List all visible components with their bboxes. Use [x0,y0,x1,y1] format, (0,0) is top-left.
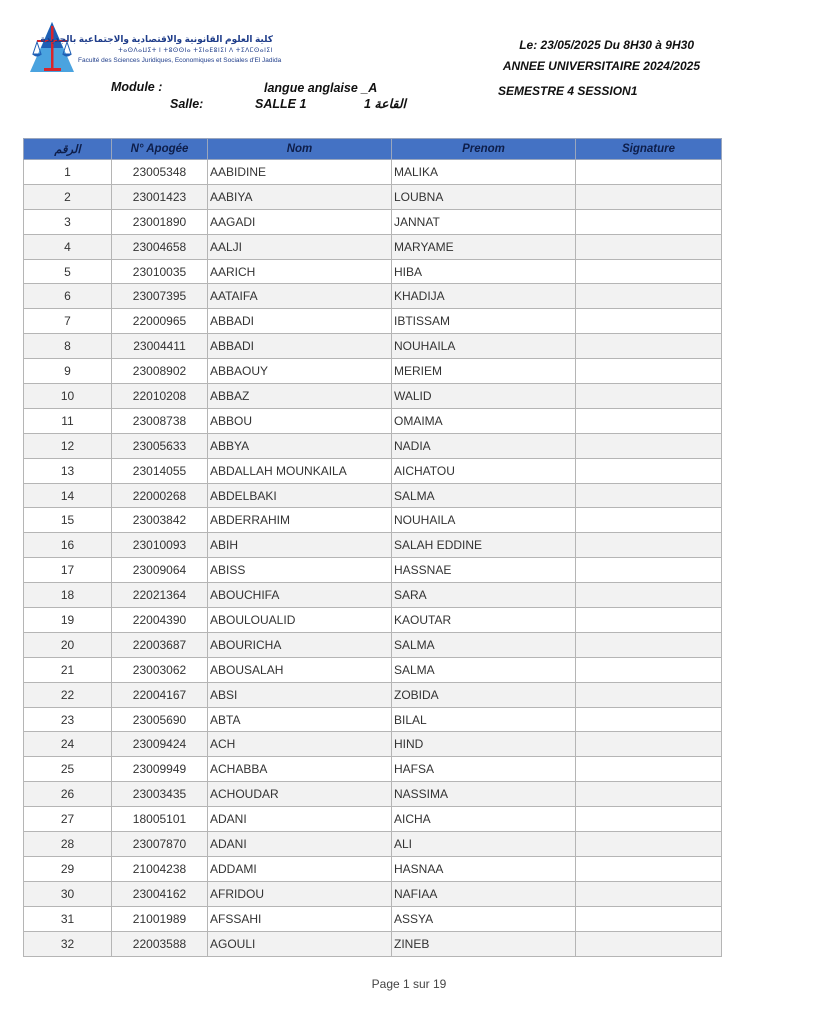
first-name: BILAL [392,707,576,732]
table-row [24,558,722,583]
signature-cell [576,707,722,732]
signature-cell [576,832,722,857]
table-row [24,334,722,359]
apogee-code: 23005690 [112,707,208,732]
last-name: ABOUCHIFA [208,583,392,608]
table-row [24,234,722,259]
last-name: AAGADI [208,209,392,234]
first-name: NAFIAA [392,881,576,906]
table-body [24,160,722,957]
signature-cell [576,632,722,657]
first-name: SALAH EDDINE [392,533,576,558]
first-name: IBTISSAM [392,309,576,334]
table-row [24,682,722,707]
table-row [24,209,722,234]
last-name: ABIH [208,533,392,558]
signature-cell [576,359,722,384]
row-number: 20 [24,632,112,657]
first-name: KHADIJA [392,284,576,309]
apogee-code: 22003588 [112,931,208,956]
apogee-code: 22000965 [112,309,208,334]
table-row [24,533,722,558]
row-number: 15 [24,508,112,533]
last-name: ABBOU [208,408,392,433]
row-number: 7 [24,309,112,334]
apogee-code: 18005101 [112,807,208,832]
row-number: 2 [24,184,112,209]
table-row [24,931,722,956]
row-number: 16 [24,533,112,558]
row-number: 4 [24,234,112,259]
row-number: 11 [24,408,112,433]
apogee-code: 23014055 [112,458,208,483]
last-name: ABBADI [208,309,392,334]
signature-cell [576,807,722,832]
row-number: 27 [24,807,112,832]
signature-cell [576,408,722,433]
first-name: HASNAA [392,856,576,881]
table-row [24,433,722,458]
signature-cell [576,856,722,881]
first-name: SALMA [392,483,576,508]
signature-cell [576,284,722,309]
signature-cell [576,558,722,583]
last-name: ABDELBAKI [208,483,392,508]
last-name: ABOULOUALID [208,608,392,633]
last-name: ACHOUDAR [208,782,392,807]
first-name: NASSIMA [392,782,576,807]
apogee-code: 23008902 [112,359,208,384]
apogee-code: 23005348 [112,160,208,185]
row-number: 25 [24,757,112,782]
row-number: 21 [24,657,112,682]
first-name: ZINEB [392,931,576,956]
table-row [24,707,722,732]
first-name: LOUBNA [392,184,576,209]
table-row [24,757,722,782]
row-number: 10 [24,384,112,409]
first-name: HASSNAE [392,558,576,583]
first-name: SALMA [392,657,576,682]
table-row [24,384,722,409]
row-number: 30 [24,881,112,906]
page-number: Page 1 sur 19 [371,977,447,991]
last-name: ABBADI [208,334,392,359]
apogee-code: 22000268 [112,483,208,508]
last-name: ADDAMI [208,856,392,881]
table-row [24,657,722,682]
apogee-code: 23010093 [112,533,208,558]
row-number: 12 [24,433,112,458]
module-value: langue anglaise _A [264,81,378,95]
row-number: 22 [24,682,112,707]
last-name: AARICH [208,259,392,284]
first-name: WALID [392,384,576,409]
apogee-code: 23003062 [112,657,208,682]
row-number: 9 [24,359,112,384]
row-number: 18 [24,583,112,608]
apogee-code: 23003435 [112,782,208,807]
apogee-code: 22004167 [112,682,208,707]
room-label: Salle: [170,97,204,111]
first-name: SARA [392,583,576,608]
table-row [24,184,722,209]
apogee-code: 23009064 [112,558,208,583]
signature-cell [576,384,722,409]
semester-session: SEMESTRE 4 SESSION1 [498,84,638,98]
col-header-signature: Signature [576,139,722,160]
table-row [24,483,722,508]
signature-cell [576,483,722,508]
first-name: MARYAME [392,234,576,259]
table-row [24,881,722,906]
signature-cell [576,458,722,483]
first-name: OMAIMA [392,408,576,433]
last-name: AATAIFA [208,284,392,309]
table-row [24,508,722,533]
first-name: HIND [392,732,576,757]
signature-cell [576,682,722,707]
last-name: ACHABBA [208,757,392,782]
first-name: MERIEM [392,359,576,384]
last-name: ABISS [208,558,392,583]
signature-cell [576,608,722,633]
first-name: ASSYA [392,906,576,931]
table-row [24,906,722,931]
logo-arabic-name: كلية العلوم القانونية والاقتصادية والاجتماعية بالجديدة [40,34,273,44]
signature-cell [576,906,722,931]
apogee-code: 21004238 [112,856,208,881]
table-row [24,732,722,757]
first-name: NADIA [392,433,576,458]
room-arabic: القاعة 1 [364,97,406,111]
apogee-code: 23007395 [112,284,208,309]
apogee-code: 21001989 [112,906,208,931]
last-name: ACH [208,732,392,757]
table-row [24,359,722,384]
row-number: 32 [24,931,112,956]
module-label: Module : [111,80,163,94]
signature-cell [576,259,722,284]
first-name: HIBA [392,259,576,284]
signature-cell [576,160,722,185]
row-number: 5 [24,259,112,284]
last-name: ABDALLAH MOUNKAILA [208,458,392,483]
last-name: AABIYA [208,184,392,209]
first-name: AICHA [392,807,576,832]
table-row [24,782,722,807]
row-number: 26 [24,782,112,807]
row-number: 13 [24,458,112,483]
logo-french-name: Faculté des Sciences Juridiques, Economiques et Sociales d'El Jadida [78,57,282,64]
col-header-nom: Nom [208,139,392,160]
table-row [24,284,722,309]
apogee-code: 23007870 [112,832,208,857]
first-name: SALMA [392,632,576,657]
logo-tifinagh-name: ⵜⴰⵙⴷⴰⵡⵉⵜ ⵏ ⵜⵓⵙⵙⵏⴰ ⵜⵉⵏⴰⴹⵓⵏⵉⵏ ⴷ ⵜⵉⴷⵎⵙⴰⵏⵉⵏ [118,48,273,54]
apogee-code: 22003687 [112,632,208,657]
attendance-table [23,138,722,957]
last-name: ABBAZ [208,384,392,409]
exam-date: Le: 23/05/2025 Du 8H30 à 9H30 [519,38,694,52]
table-row [24,832,722,857]
apogee-code: 23004658 [112,234,208,259]
row-number: 23 [24,707,112,732]
faculty-logo [28,20,282,76]
signature-cell [576,782,722,807]
last-name: ADANI [208,807,392,832]
apogee-code: 22021364 [112,583,208,608]
last-name: AFSSAHI [208,906,392,931]
apogee-code: 23001890 [112,209,208,234]
signature-cell [576,732,722,757]
last-name: AALJI [208,234,392,259]
signature-cell [576,931,722,956]
signature-cell [576,657,722,682]
table-row [24,309,722,334]
row-number: 29 [24,856,112,881]
apogee-code: 23008738 [112,408,208,433]
apogee-code: 23004411 [112,334,208,359]
table-row [24,583,722,608]
signature-cell [576,757,722,782]
last-name: ADANI [208,832,392,857]
signature-cell [576,234,722,259]
last-name: ABBAOUY [208,359,392,384]
signature-cell [576,184,722,209]
row-number: 6 [24,284,112,309]
col-header-apogee: N° Apogée [112,139,208,160]
apogee-code: 23003842 [112,508,208,533]
col-header-number: الرقم [24,139,112,160]
table-row [24,856,722,881]
table-row [24,458,722,483]
first-name: AICHATOU [392,458,576,483]
signature-cell [576,533,722,558]
last-name: AABIDINE [208,160,392,185]
signature-cell [576,209,722,234]
table-row [24,632,722,657]
table-row [24,807,722,832]
last-name: AFRIDOU [208,881,392,906]
row-number: 3 [24,209,112,234]
signature-cell [576,881,722,906]
last-name: AGOULI [208,931,392,956]
apogee-code: 23005633 [112,433,208,458]
apogee-code: 23010035 [112,259,208,284]
first-name: HAFSA [392,757,576,782]
last-name: ABSI [208,682,392,707]
academic-year: ANNEE UNIVERSITAIRE 2024/2025 [502,59,700,73]
table-row [24,408,722,433]
row-number: 8 [24,334,112,359]
row-number: 14 [24,483,112,508]
first-name: NOUHAILA [392,508,576,533]
apogee-code: 22010208 [112,384,208,409]
row-number: 17 [24,558,112,583]
first-name: MALIKA [392,160,576,185]
first-name: ALI [392,832,576,857]
apogee-code: 22004390 [112,608,208,633]
table-row [24,160,722,185]
room-value: SALLE 1 [255,97,307,111]
row-number: 28 [24,832,112,857]
scales-of-justice-icon [28,20,78,76]
last-name: ABDERRAHIM [208,508,392,533]
first-name: NOUHAILA [392,334,576,359]
last-name: ABOURICHA [208,632,392,657]
col-header-prenom: Prenom [392,139,576,160]
table-header-row [24,139,722,160]
last-name: ABOUSALAH [208,657,392,682]
table-row [24,608,722,633]
row-number: 24 [24,732,112,757]
table-row [24,259,722,284]
logo-text-block [40,34,282,64]
last-name: ABBYA [208,433,392,458]
first-name: ZOBIDA [392,682,576,707]
apogee-code: 23009424 [112,732,208,757]
first-name: KAOUTAR [392,608,576,633]
apogee-code: 23009949 [112,757,208,782]
signature-cell [576,583,722,608]
signature-cell [576,433,722,458]
signature-cell [576,334,722,359]
signature-cell [576,508,722,533]
signature-cell [576,309,722,334]
last-name: ABTA [208,707,392,732]
row-number: 19 [24,608,112,633]
apogee-code: 23001423 [112,184,208,209]
first-name: JANNAT [392,209,576,234]
row-number: 1 [24,160,112,185]
apogee-code: 23004162 [112,881,208,906]
row-number: 31 [24,906,112,931]
